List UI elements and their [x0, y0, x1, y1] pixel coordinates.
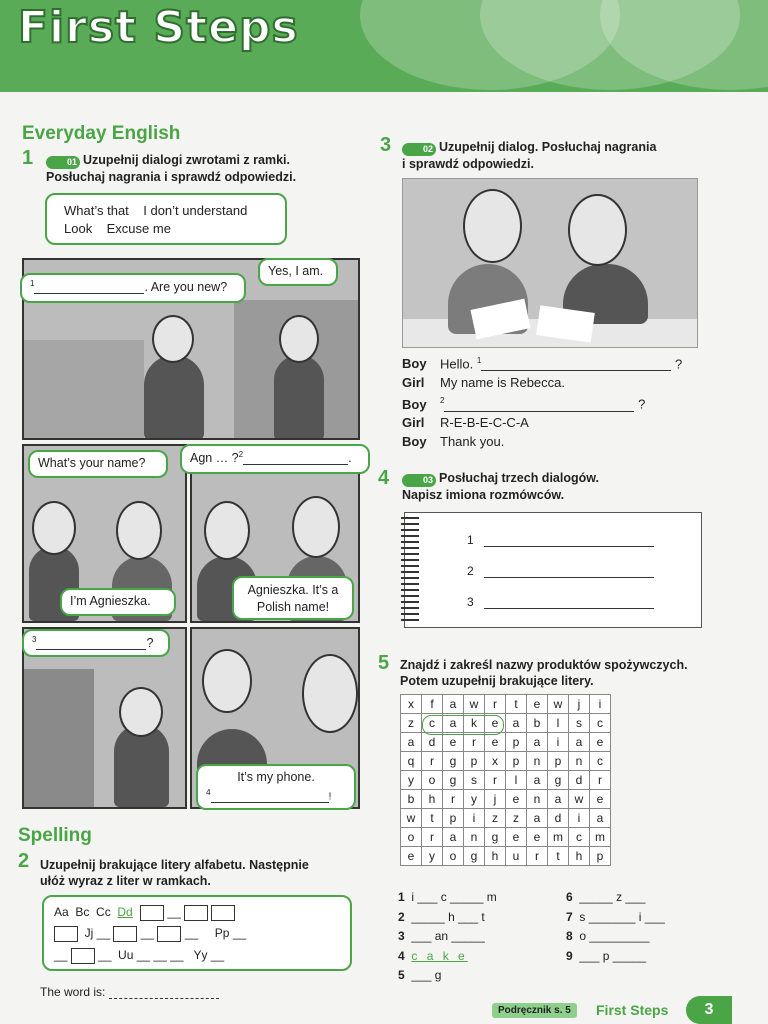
grid-cell[interactable]: r	[485, 771, 506, 790]
speech-bubble: It’s my phone. $^4$ !	[196, 764, 356, 810]
grid-row	[401, 695, 611, 714]
grid-cell[interactable]: x	[401, 695, 422, 714]
grid-cell[interactable]: i	[464, 809, 485, 828]
grid-cell[interactable]: a	[443, 695, 464, 714]
grid-cell[interactable]: f	[422, 695, 443, 714]
grid-cell[interactable]: r	[590, 771, 611, 790]
grid-cell[interactable]: m	[590, 828, 611, 847]
grid-cell[interactable]: h	[485, 847, 506, 866]
grid-cell[interactable]: h	[569, 847, 590, 866]
grid-cell[interactable]: p	[548, 752, 569, 771]
grid-cell[interactable]: j	[569, 695, 590, 714]
grid-cell[interactable]: i	[548, 733, 569, 752]
answers-right	[566, 888, 736, 966]
grid-cell[interactable]: b	[401, 790, 422, 809]
exercise-instruction: Uzupełnij brakujące litery alfabetu. Następnie ułóż wyraz z liter w ramkach.	[40, 858, 309, 888]
exercise-instruction: 02 Uzupełnij dialog. Posłuchaj nagrania i sprawdź odpowiedzi.	[402, 140, 657, 171]
grid-cell[interactable]: t	[506, 695, 527, 714]
speech-bubble: Yes, I am.	[258, 258, 338, 286]
grid-cell[interactable]: g	[485, 828, 506, 847]
grid-cell[interactable]: e	[527, 828, 548, 847]
grid-cell[interactable]: n	[569, 752, 590, 771]
grid-cell[interactable]: t	[422, 809, 443, 828]
answer-line: 6 _____ z ___	[566, 890, 646, 904]
grid-cell[interactable]: c	[422, 714, 443, 733]
grid-cell[interactable]: a	[548, 790, 569, 809]
grid-cell[interactable]: a	[443, 714, 464, 733]
grid-cell[interactable]: e	[527, 695, 548, 714]
dialog-line: Girl R-E-B-E-C-C-A	[402, 415, 529, 431]
grid-cell[interactable]: m	[548, 828, 569, 847]
notebook	[404, 512, 702, 628]
grid-cell[interactable]: s	[569, 714, 590, 733]
grid-cell[interactable]: z	[506, 809, 527, 828]
grid-cell[interactable]: o	[443, 847, 464, 866]
answer-line: 9 ___ p _____	[566, 948, 647, 963]
dialog-line: Boy $^2$ ?	[402, 396, 646, 412]
grid-cell[interactable]: e	[485, 714, 506, 733]
alphabet-row: Aa Bc Cc Dd __	[54, 905, 235, 921]
speech-bubble: $^1$ . Are you new?	[20, 273, 246, 303]
speech-bubble: Agnieszka. It’s a Polish name!	[232, 576, 354, 620]
grid-row	[401, 809, 611, 828]
exercise-number: 2	[18, 850, 30, 872]
notebook-line: 2	[467, 564, 654, 578]
grid-cell[interactable]: k	[464, 714, 485, 733]
notebook-line: 1	[467, 533, 654, 547]
speech-bubble: Agn … ?$^2$ .	[180, 444, 370, 474]
answer-line: 5 ___ g	[398, 968, 442, 982]
dialog-line: Boy Hello. $^1$ ?	[402, 356, 683, 372]
grid-cell[interactable]: d	[548, 809, 569, 828]
grid-cell[interactable]: w	[569, 790, 590, 809]
grid-cell[interactable]: r	[422, 828, 443, 847]
grid-cell[interactable]: h	[422, 790, 443, 809]
dialog-illustration	[402, 178, 698, 348]
grid-cell[interactable]: p	[443, 809, 464, 828]
grid-cell[interactable]: g	[464, 847, 485, 866]
grid-cell[interactable]: r	[443, 790, 464, 809]
audio-icon[interactable]: 01	[46, 156, 80, 169]
grid-cell[interactable]: e	[443, 733, 464, 752]
exercise-instruction: 03 Posłuchaj trzech dialogów. Napisz imiona rozmówców.	[402, 471, 599, 502]
answer-line: 7 s _______ i ___	[566, 909, 665, 924]
grid-cell[interactable]: a	[569, 733, 590, 752]
grid-cell[interactable]: n	[527, 790, 548, 809]
grid-cell[interactable]: z	[485, 809, 506, 828]
grid-cell[interactable]: c	[590, 714, 611, 733]
answers-left	[398, 888, 558, 986]
spelling-title: Spelling	[18, 825, 92, 846]
grid-cell[interactable]: l	[506, 771, 527, 790]
grid-cell[interactable]: e	[485, 733, 506, 752]
notebook-spiral-icon	[401, 517, 419, 623]
grid-cell[interactable]: r	[485, 695, 506, 714]
grid-cell[interactable]: j	[485, 790, 506, 809]
grid-cell[interactable]: a	[527, 809, 548, 828]
grid-cell[interactable]: p	[464, 752, 485, 771]
grid-cell[interactable]: x	[485, 752, 506, 771]
grid-cell[interactable]: y	[401, 771, 422, 790]
grid-cell[interactable]: w	[548, 695, 569, 714]
grid-cell[interactable]: c	[569, 828, 590, 847]
grid-cell[interactable]: z	[401, 714, 422, 733]
grid-cell[interactable]: e	[590, 733, 611, 752]
grid-cell[interactable]: w	[464, 695, 485, 714]
page-title: First Steps	[18, 2, 299, 53]
word-is-line: The word is:	[40, 985, 219, 999]
grid-cell[interactable]: o	[401, 828, 422, 847]
grid-cell[interactable]: d	[569, 771, 590, 790]
dialog-lines	[402, 352, 702, 451]
dialog-line: Girl My name is Rebecca.	[402, 374, 565, 390]
answer-line: 4 c a k e	[398, 948, 468, 963]
speech-bubble: I’m Agnieszka.	[60, 588, 176, 616]
grid-cell[interactable]: n	[464, 828, 485, 847]
textbook-reference: Podręcznik s. 5	[492, 1003, 577, 1018]
grid-cell[interactable]: i	[590, 695, 611, 714]
answer-line: 8 o _________	[566, 929, 650, 943]
grid-cell[interactable]: n	[527, 752, 548, 771]
grid-cell[interactable]: p	[506, 733, 527, 752]
grid-cell[interactable]: e	[506, 828, 527, 847]
speech-bubble: $^3$ ?	[22, 629, 170, 657]
exercise-instruction: Znajdź i zakreśl nazwy produktów spożywczych. Potem uzupełnij brakujące litery.	[400, 658, 688, 688]
alphabet-row: Jj __ __ __ Pp __	[54, 926, 246, 942]
grid-row	[401, 771, 611, 790]
grid-cell[interactable]: a	[506, 714, 527, 733]
speech-bubble: What’s your name?	[28, 450, 168, 478]
grid-cell[interactable]: r	[527, 847, 548, 866]
grid-cell[interactable]: d	[422, 733, 443, 752]
answer-line: 2 _____ h ___ t	[398, 909, 485, 924]
grid-cell[interactable]: w	[401, 809, 422, 828]
grid-cell[interactable]: i	[569, 809, 590, 828]
grid-cell[interactable]: r	[464, 733, 485, 752]
footer-title: First Steps	[596, 1002, 669, 1018]
grid-cell[interactable]: l	[548, 714, 569, 733]
grid-cell[interactable]: q	[401, 752, 422, 771]
grid-cell[interactable]: a	[401, 733, 422, 752]
page-number: 3	[686, 996, 732, 1024]
grid-cell[interactable]: e	[590, 790, 611, 809]
grid-cell[interactable]: y	[464, 790, 485, 809]
grid-cell[interactable]: o	[422, 771, 443, 790]
answer-line: 1 i ___ c _____ m	[398, 890, 497, 904]
audio-icon[interactable]: 02	[402, 143, 436, 156]
exercise-instruction: 01 Uzupełnij dialogi zwrotami z ramki. Posłuchaj nagrania i sprawdź odpowiedzi.	[46, 153, 297, 184]
grid-cell[interactable]: r	[422, 752, 443, 771]
grid-cell[interactable]: e	[401, 847, 422, 866]
exercise-number: 4	[378, 467, 390, 489]
exercise-number: 3	[380, 134, 392, 156]
grid-cell[interactable]: a	[590, 809, 611, 828]
alphabet-row: __ __ Uu __ __ __ Yy __	[54, 948, 225, 963]
grid-cell[interactable]: g	[443, 771, 464, 790]
section-title: Everyday English	[22, 123, 181, 144]
grid-cell[interactable]: c	[590, 752, 611, 771]
grid-cell[interactable]: p	[506, 752, 527, 771]
grid-row	[401, 847, 611, 866]
grid-cell[interactable]: g	[443, 752, 464, 771]
grid-cell[interactable]: s	[464, 771, 485, 790]
phrases-row: What’s that I don’t understand	[64, 203, 248, 218]
grid-row	[401, 733, 611, 752]
grid-cell[interactable]: e	[506, 790, 527, 809]
grid-cell[interactable]: g	[548, 771, 569, 790]
grid-row	[401, 828, 611, 847]
audio-icon[interactable]: 03	[402, 474, 436, 487]
alphabet-box	[42, 895, 352, 971]
circled-word	[422, 715, 504, 735]
notebook-line: 3	[467, 595, 654, 609]
grid-cell[interactable]: b	[527, 714, 548, 733]
grid-row	[401, 790, 611, 809]
grid-cell[interactable]: a	[527, 733, 548, 752]
exercise-number: 1	[22, 147, 34, 169]
grid-cell[interactable]: t	[548, 847, 569, 866]
phrases-row: Look Excuse me	[64, 221, 171, 236]
grid-cell[interactable]: y	[422, 847, 443, 866]
grid-row	[401, 752, 611, 771]
phrase-box	[45, 193, 287, 245]
grid-cell[interactable]: a	[443, 828, 464, 847]
grid-cell[interactable]: u	[506, 847, 527, 866]
grid-cell[interactable]: p	[590, 847, 611, 866]
grid-cell[interactable]: a	[527, 771, 548, 790]
exercise-number: 5	[378, 652, 390, 674]
dialog-line: Boy Thank you.	[402, 433, 505, 449]
answer-line: 3 ___ an _____	[398, 929, 485, 943]
